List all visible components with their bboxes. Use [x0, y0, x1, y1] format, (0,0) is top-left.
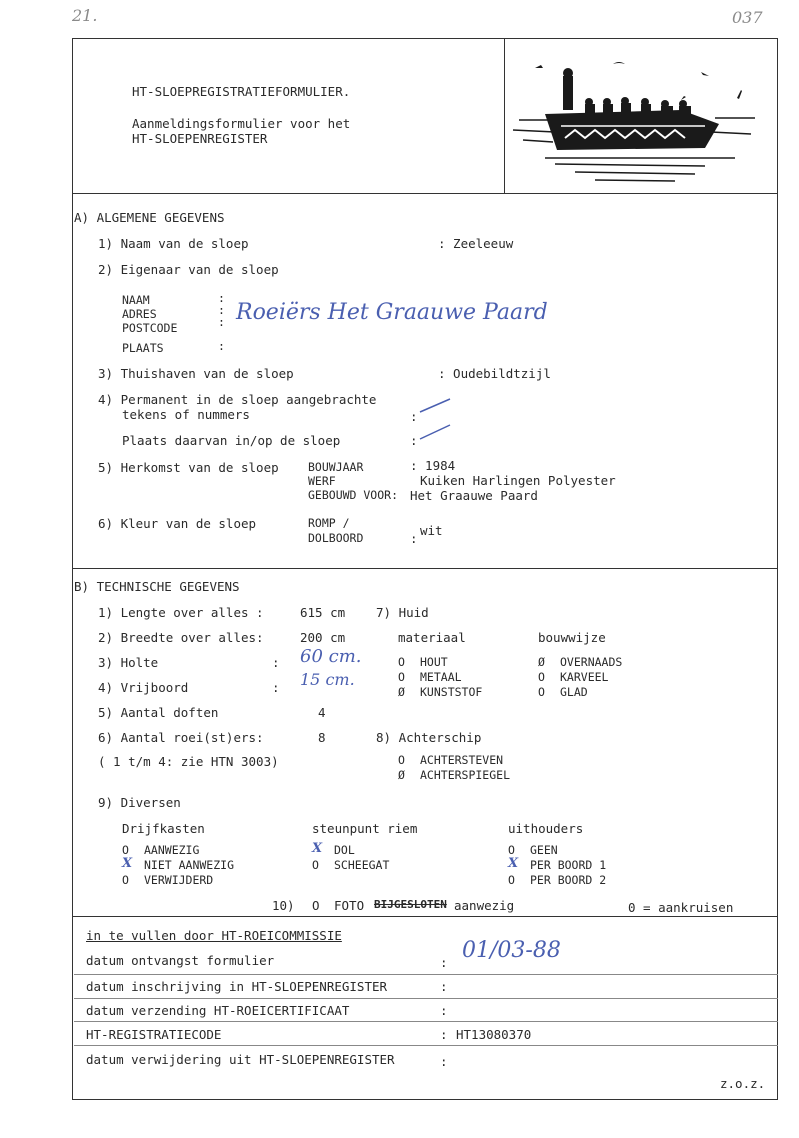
page-number-right: 037 [732, 8, 763, 27]
owner-colons: : : : : [218, 291, 225, 353]
rowing-boat-illustration [505, 40, 775, 192]
q1-value: : Zeeleeuw [438, 236, 514, 251]
uit-label-2: PER BOORD 1 [530, 858, 607, 872]
office-value-4: HT13080370 [456, 1027, 532, 1042]
uit-mark-1[interactable]: O [508, 843, 515, 857]
drijf-mark-3[interactable]: O [122, 873, 129, 887]
q6-dolboord-label: DOLBOORD [308, 531, 364, 545]
achterschip-label-2: ACHTERSPIEGEL [420, 768, 511, 782]
q7-label: 7) Huid [376, 605, 429, 620]
q4-dash-mark [418, 396, 454, 416]
spec-value-5: 4 [318, 705, 326, 720]
office-label-4: HT-REGISTRATIECODE [86, 1027, 222, 1042]
q9-label: 9) Diversen [98, 795, 181, 810]
uit-mark-3[interactable]: O [508, 873, 515, 887]
section-a-divider [72, 568, 778, 569]
spec-note: ( 1 t/m 4: zie HTN 3003) [98, 754, 279, 769]
form-subtitle-2: HT-SLOEPENREGISTER [132, 131, 268, 146]
materiaal-mark-3[interactable]: Ø [398, 685, 405, 699]
office-colon-3: : [440, 1003, 448, 1018]
q4-label-2: tekens of nummers [122, 407, 250, 422]
spec-label-1: 1) Lengte over alles : [98, 605, 264, 620]
section-b-heading: B) TECHNISCHE GEGEVENS [74, 579, 240, 594]
materiaal-label-1: HOUT [420, 655, 448, 669]
steun-mark-1[interactable]: X [312, 841, 323, 856]
achterschip-label-1: ACHTERSTEVEN [420, 753, 504, 767]
materiaal-label-2: METAAL [420, 670, 462, 684]
office-value-1: 01/03-88 [462, 938, 561, 963]
office-colon-2: : [440, 979, 448, 994]
q1-label: 1) Naam van de sloep [98, 236, 249, 251]
owner-naam-label: NAAM [122, 293, 150, 307]
q8-label: 8) Achterschip [376, 730, 482, 745]
drijf-mark-2[interactable]: X [122, 856, 133, 871]
q5-gebouwd-label: GEBOUWD VOOR: [308, 488, 399, 502]
materiaal-label-3: KUNSTSTOF [420, 685, 483, 699]
owner-plaats-label: PLAATS [122, 341, 164, 355]
q3-value: : Oudebildtzijl [438, 366, 551, 381]
office-row-line-1 [74, 974, 778, 975]
uit-label-3: PER BOORD 2 [530, 873, 607, 887]
q4b-colon: : [410, 433, 418, 448]
q3-label: 3) Thuishaven van de sloep [98, 366, 294, 381]
owner-postcode-label: POSTCODE [122, 321, 178, 335]
zoz-note: z.o.z. [720, 1076, 766, 1091]
bouwwijze-header: bouwwijze [538, 630, 606, 645]
q6-label: 6) Kleur van de sloep [98, 516, 257, 531]
spec-colon-3: : [272, 655, 280, 670]
q5-bouwjaar-label: BOUWJAAR [308, 460, 364, 474]
q10-number: 10) [272, 898, 295, 913]
steun-label-1: DOL [334, 843, 355, 857]
owner-handwritten: Roeiërs Het Graauwe Paard [236, 300, 548, 325]
office-label-3: datum verzending HT-ROEICERTIFICAAT [86, 1003, 350, 1018]
office-colon-1: : [440, 955, 448, 970]
spec-value-6: 8 [318, 730, 326, 745]
q2-label: 2) Eigenaar van de sloep [98, 262, 279, 277]
q5-gebouwd-value: Het Graauwe Paard [410, 488, 538, 503]
materiaal-header: materiaal [398, 630, 466, 645]
bouwwijze-label-2: KARVEEL [560, 670, 609, 684]
q10-foto: FOTO [334, 898, 365, 913]
office-colon-5: : [440, 1054, 448, 1069]
office-label-1: datum ontvangst formulier [86, 953, 275, 968]
spec-value-4: 15 cm. [300, 670, 355, 689]
drijfkasten-header: Drijfkasten [122, 821, 205, 836]
spec-value-1: 615 cm [300, 605, 346, 620]
office-label-5: datum verwijdering uit HT-SLOEPENREGISTER [86, 1052, 395, 1067]
drijf-label-3: VERWIJDERD [144, 873, 214, 887]
form-title: HT-SLOEPREGISTRATIEFORMULIER. [132, 84, 351, 99]
section-a-heading: A) ALGEMENE GEGEVENS [74, 210, 225, 225]
spec-value-3: 60 cm. [300, 646, 362, 667]
steun-label-2: SCHEEGAT [334, 858, 390, 872]
spec-label-6: 6) Aantal roei(st)ers: [98, 730, 264, 745]
bouwwijze-label-3: GLAD [560, 685, 588, 699]
office-row-line-2 [74, 998, 778, 999]
spec-value-2: 200 cm [300, 630, 346, 645]
office-heading: in te vullen door HT-ROEICOMMISSIE [86, 928, 342, 943]
spec-label-4: 4) Vrijboord [98, 680, 189, 695]
bouwwijze-mark-2[interactable]: O [538, 670, 545, 684]
bouwwijze-mark-3[interactable]: O [538, 685, 545, 699]
spec-label-5: 5) Aantal doften [98, 705, 219, 720]
q10-rest: aanwezig [454, 898, 515, 913]
q6-value: wit [420, 523, 443, 538]
uit-label-1: GEEN [530, 843, 558, 857]
drijf-label-2: NIET AANWEZIG [144, 858, 235, 872]
q10-struck: BIJGESLOTEN [374, 898, 447, 911]
q5-label: 5) Herkomst van de sloep [98, 460, 279, 475]
steunpunt-header: steunpunt riem [312, 821, 418, 836]
spec-colon-4: : [272, 680, 280, 695]
header-divider [72, 193, 778, 194]
q4-label-1: 4) Permanent in de sloep aangebrachte [98, 392, 377, 407]
spec-label-3: 3) Holte [98, 655, 159, 670]
achterschip-mark-1[interactable]: O [398, 753, 405, 767]
bouwwijze-mark-1[interactable]: Ø [538, 655, 545, 669]
q10-mark[interactable]: O [312, 898, 320, 913]
q5-werf-label: WERF [308, 474, 336, 488]
office-label-2: datum inschrijving in HT-SLOEPENREGISTER [86, 979, 388, 994]
q6-romp-label: ROMP / [308, 516, 350, 530]
q5-bouwjaar-value: : 1984 [410, 458, 456, 473]
office-colon-4: : [440, 1027, 448, 1042]
q5-werf-value: Kuiken Harlingen Polyester [420, 473, 616, 488]
form-subtitle-1: Aanmeldingsformulier voor het [132, 116, 351, 131]
spec-label-2: 2) Breedte over alles: [98, 630, 264, 645]
uithouders-header: uithouders [508, 821, 584, 836]
q4-colon: : [410, 409, 418, 424]
q6-colon: : [410, 531, 418, 546]
materiaal-mark-2[interactable]: O [398, 670, 405, 684]
drijf-mark-1[interactable]: O [122, 843, 129, 857]
bouwwijze-label-1: OVERNAADS [560, 655, 623, 669]
steun-mark-2[interactable]: O [312, 858, 319, 872]
office-row-line-3 [74, 1021, 778, 1022]
uit-mark-2[interactable]: X [508, 856, 519, 871]
section-b-divider [72, 916, 778, 917]
materiaal-mark-1[interactable]: O [398, 655, 405, 669]
legend-note: 0 = aankruisen [628, 900, 734, 915]
owner-adres-label: ADRES [122, 307, 157, 321]
achterschip-mark-2[interactable]: Ø [398, 768, 405, 782]
office-row-line-4 [74, 1045, 778, 1046]
q4b-label: Plaats daarvan in/op de sloep [122, 433, 341, 448]
page-number-left: 21. [72, 6, 98, 25]
drijf-label-1: AANWEZIG [144, 843, 200, 857]
q4b-dash-mark [418, 422, 454, 442]
